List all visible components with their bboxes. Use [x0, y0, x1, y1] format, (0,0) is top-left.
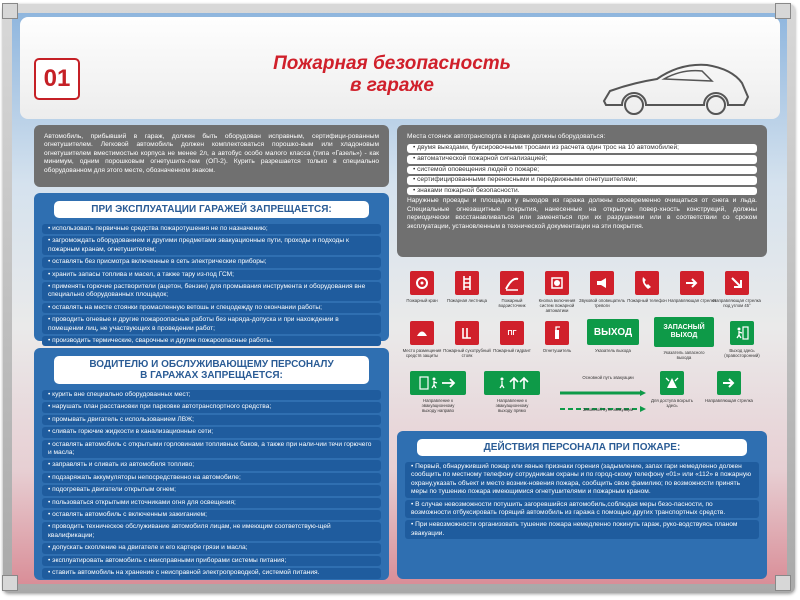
sign-caption: Для доступа вскрыть здесь: [650, 398, 693, 408]
garage-prohibited-item: • загромождать оборудованием и другими предметами эвакуационные пути, проходы и подходы к пожарным кранам, огнетушителям;: [42, 236, 381, 255]
driver-prohibited-item: • проводить техническое обслуживание автомобиля лицам, не имеющим соответствую-щей квалификации;: [42, 522, 381, 541]
evac-straight-icon: [484, 371, 540, 395]
parking-item: • двумя выездами, буксировочными тросами из расчета один трос на 10 автомобилей;: [407, 144, 757, 153]
page-title: [182, 53, 602, 97]
sign-caption: Направление к эвакуационному выходу направо: [421, 398, 455, 413]
driver-prohibited-item: • ставить автомобиль на хранение с неисправной электропроводкой, системой питания.: [42, 568, 381, 578]
garage-prohibited-list: [34, 224, 389, 346]
frame-corner: [2, 575, 18, 591]
frame-corner: [775, 575, 791, 591]
exit-door-icon: [730, 321, 754, 345]
protection-place-icon: [410, 321, 434, 345]
driver-prohibited-item: • подогревать двигатели открытым огнем;: [42, 485, 381, 495]
driver-prohibited-item: • промывать двигатель с использованием ЛВЖ;: [42, 415, 381, 425]
arrow-diagonal-icon: [725, 271, 749, 295]
arrow-right-icon: [680, 271, 704, 295]
driver-prohibited-list: [34, 390, 389, 579]
sign-caption: Звуковой оповещатель тревоги: [579, 298, 625, 308]
car-icon: [602, 53, 752, 123]
frame-corner: [775, 3, 791, 19]
parking-panel: [397, 125, 767, 257]
siren-icon: [590, 271, 614, 295]
evac-right-icon: [410, 371, 466, 395]
fire-ladder-icon: [455, 271, 479, 295]
parking-item: • автоматической пожарной сигнализацией;: [407, 155, 757, 164]
alarm-button-icon: [545, 271, 569, 295]
garage-prohibited-item: • проводить огневые и другие пожароопасные работы без наряда-допуска и при нахождении в помещении лиц, не участвующих в проведении работ;: [42, 315, 381, 334]
garage-prohibited-panel: [34, 193, 389, 345]
driver-prohibited-item: • курить вне специально оборудованных мест;: [42, 390, 381, 400]
driver-prohibited-item: • подзаряжать аккумуляторы непосредственно на автомобиле;: [42, 473, 381, 483]
sign-caption: Пожарный сухотрубный стояк: [443, 348, 491, 358]
driver-prohibited-panel: [34, 348, 389, 580]
driver-heading-line-2: В ГАРАЖАХ ЗАПРЕЩАЕТСЯ:: [140, 370, 283, 381]
parking-item: • сертифицированными переносными и передвижными огнетушителями;: [407, 176, 757, 185]
parking-list: [407, 144, 757, 195]
fire-actions-panel: [397, 431, 767, 579]
exit-sign-icon: ВЫХОД: [587, 319, 639, 345]
hydrant-label: ПГ: [507, 329, 517, 337]
driver-prohibited-item: • нарушать план расстановки при парковке автотранспортного средства;: [42, 402, 381, 412]
driver-prohibited-item: • заправлять и сливать из автомобиля топливо;: [42, 460, 381, 470]
sign-caption: Запасной путь эвакуации: [582, 407, 634, 412]
evac-route-spare-icon: [560, 399, 648, 405]
phone-icon: [635, 271, 659, 295]
sign-caption: Пожарный телефон: [627, 298, 667, 303]
evac-route-main-icon: [560, 383, 648, 389]
fire-actions-list: [397, 462, 767, 539]
poster-board: [12, 13, 787, 584]
intro-panel: [34, 125, 389, 187]
garage-prohibited-heading: ПРИ ЭКСПЛУАТАЦИИ ГАРАЖЕЙ ЗАПРЕЩАЕТСЯ:: [54, 201, 369, 218]
sign-caption: Пожарная лестница: [446, 298, 487, 303]
frame-corner: [2, 3, 18, 19]
sign-caption: Огнетушитель: [542, 348, 572, 353]
sign-caption: Указатель выхода: [595, 348, 631, 353]
sign-caption: Место размещения средств защиты: [402, 348, 442, 358]
fire-action-item: • Первый, обнаруживший пожар или явные признаки горения (задымление, запах гари немедленно должен сообщить по местному телефону сотрудникам охраны и по город-скому телефону «01» или «112» в пожарную охрану,указать объект и место возник-новения пожара, сообщить свою фамилию; по возможности принять меры по тушению пожара имеющимися огнетушителями и пожарным краном.: [405, 462, 759, 498]
fire-hose-icon: [410, 271, 434, 295]
fire-actions-heading: ДЕЙСТВИЯ ПЕРСОНАЛА ПРИ ПОЖАРЕ:: [417, 439, 747, 456]
sign-caption: Пожарный водоисточник: [498, 298, 526, 308]
title-line-2: в гараже: [350, 75, 434, 96]
sign-caption: Указатель запасного выхода: [663, 350, 705, 360]
garage-prohibited-item: • производить термические, сварочные и другие пожароопасные работы.: [42, 336, 381, 346]
sign-caption: Направляющая стрелка: [668, 298, 716, 303]
driver-prohibited-item: • оставлять автомобиль с включенным зажиганием;: [42, 510, 381, 520]
water-source-icon: [500, 271, 524, 295]
emergency-exit-sign-icon: ЗАПАСНЫЙ ВЫХОД: [654, 317, 714, 347]
fire-action-item: • При невозможности организовать тушение пожара немедленно покинуть гараж, руко-водствуясь планом эвакуации.: [405, 520, 759, 539]
parking-item: • системой оповещения людей о пожаре;: [407, 166, 757, 175]
fire-action-item: • В случае невозможности потушить загоревшийся автомобиль,соблюдая меры безо-пасности, по возможности отбуксировать горящий автомобиль из гаража с помощью других транспортных средств.: [405, 500, 759, 519]
driver-prohibited-item: • эксплуатировать автомобиль с неисправными приборами системы питания;: [42, 556, 381, 566]
sign-caption: Кнопка включения систем пожарной автоматики: [538, 298, 576, 313]
driver-prohibited-item: • пользоваться открытыми источниками огня для освещения;: [42, 498, 381, 508]
sign-caption: Направляющая стрелка: [705, 398, 753, 403]
title-line-1: Пожарная безопасность: [273, 53, 511, 74]
poster-number: 01: [34, 58, 80, 100]
extinguisher-icon: [545, 321, 569, 345]
sign-caption: Пожарный кран: [406, 298, 438, 303]
parking-item: • знаками пожарной безопасности.: [407, 187, 757, 196]
intro-text: Автомобиль, прибывший в гараж, должен быть оборудован исправным, сертифици-рованным огнетушителем. Легковой автомобиль должен комплектоваться порошко-вым или хладоновым огнетушителем вместимостью корпуса не менее 2л, а автобус особо малого класса (типа «Газель») - как минимум, одним порошковым огнетушите-лем (ОП-2). Курить разрешается только в специально оборудованном для этого месте, обозначенном знаком.: [44, 133, 379, 174]
sign-caption: Основной путь эвакуации: [582, 375, 634, 380]
open-here-icon: [660, 371, 684, 395]
garage-prohibited-item: • применять горючие растворители (ацетон, бензин) для промывания инструмента и оборудования вне специально оборудованных площадок;: [42, 282, 381, 301]
driver-prohibited-item: • оставлять автомобиль с открытыми горловинами топливных баков, а также при нали-чии течи горючего и масла;: [42, 440, 381, 459]
driver-prohibited-item: • сливать горючие жидкости в канализационные сети;: [42, 427, 381, 437]
sign-caption: Пожарный гидрант: [493, 348, 531, 353]
hydrant-icon: [500, 321, 524, 345]
driver-heading-line-1: ВОДИТЕЛЮ И ОБСЛУЖИВАЮЩЕМУ ПЕРСОНАЛУ: [89, 359, 334, 370]
garage-prohibited-item: • оставлять на месте стоянки промасленную ветошь и спецодежду по окончании работы;: [42, 303, 381, 313]
driver-prohibited-item: • допускать скопление на двигателе и его картере грязи и масла;: [42, 543, 381, 553]
parking-intro: Места стоянок автотранспорта в гараже должны оборудоваться:: [407, 133, 606, 140]
driver-prohibited-heading: [54, 356, 369, 384]
garage-prohibited-item: • оставлять без присмотра включенные в сеть электрические приборы;: [42, 257, 381, 267]
dry-pipe-icon: [455, 321, 479, 345]
garage-prohibited-item: • хранить запасы топлива и масел, а также тару из-под ГСМ;: [42, 270, 381, 280]
parking-outro: Наружные проезды и площадки у выходов из гаража должны своевременно очищаться от снега и льда. Специальные огнезащитные покрытия, нанесенные на открытую повер-хность конструкций, должны периодически восстанавливаться или заменяться при их разрушении или в соответствии со сроком эксплуатации, установленным в технической документации на эти покрытия.: [407, 197, 757, 230]
sign-caption: Направление к эвакуационному выходу прямо: [495, 398, 529, 413]
arrow-right-green-icon: [717, 371, 741, 395]
garage-prohibited-item: • использовать первичные средства пожаротушения не по назначению;: [42, 224, 381, 234]
sign-caption: Направляющая стрелка под углом 45°: [713, 298, 761, 308]
sign-caption: Выход здесь (правосторонний): [724, 348, 760, 358]
